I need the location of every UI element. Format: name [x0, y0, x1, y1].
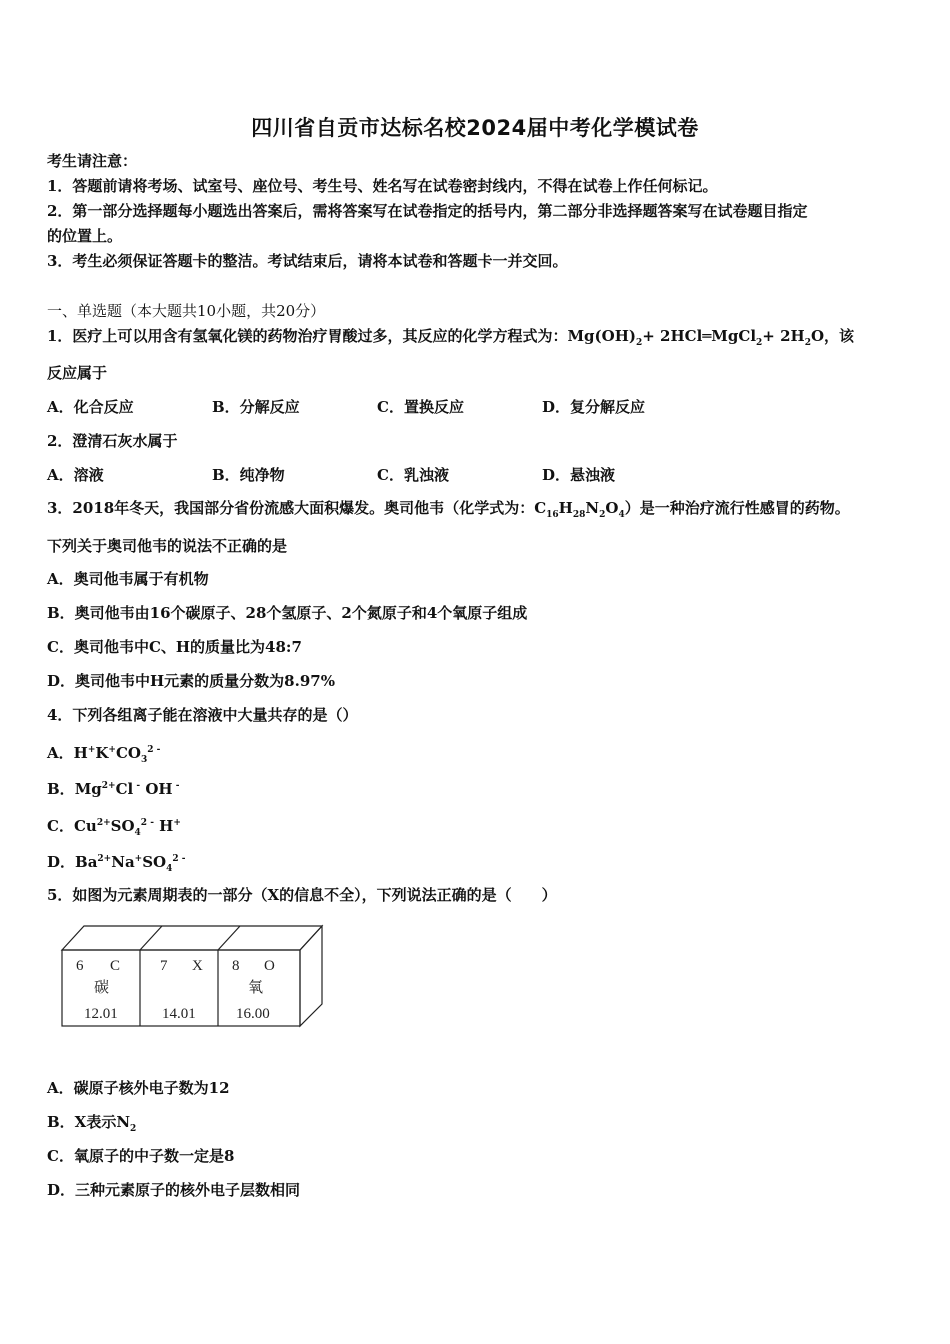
q3-option-c: C．奥司他韦中C、H的质量比为48:7 [47, 638, 302, 656]
cell-c-name: 碳 [94, 980, 110, 996]
ion: Na [111, 853, 135, 871]
periodic-table-figure [58, 922, 328, 1032]
cell-o-name: 氧 [248, 980, 264, 996]
q1-option-a: A．化合反应 [47, 398, 134, 416]
q3-stem-2: 下列关于奥司他韦的说法不正确的是 [47, 537, 288, 555]
q3-sub-16: 16 [546, 510, 559, 520]
q3-sub-2: 2 [599, 510, 606, 520]
q4-option-c [47, 812, 910, 844]
ion-sub: 4 [134, 828, 141, 838]
q2-option-b: B．纯净物 [212, 466, 285, 484]
q3-sub-4: 4 [618, 510, 625, 520]
ion: Mg [74, 780, 102, 798]
q2-option-d: D．悬浊液 [542, 466, 616, 484]
q1-sub: 2 [756, 338, 763, 348]
q5-option-c: C．氧原子的中子数一定是8 [47, 1147, 235, 1165]
ion-charge: 2 - [172, 854, 186, 864]
q4-b-label: B． [47, 780, 75, 798]
cell-o-mass: 16.00 [236, 1006, 270, 1022]
ion-charge: 2+ [97, 854, 112, 864]
q4-option-b [47, 775, 910, 800]
q1-stem [47, 325, 910, 354]
ion-charge: + [108, 745, 116, 755]
ion: Cu [73, 817, 97, 835]
page-title: 四川省自贡市达标名校2024届中考化学模试卷 [251, 116, 699, 140]
cell-x-mass: 14.01 [162, 1006, 196, 1022]
q2-option-a: A．溶液 [47, 466, 104, 484]
notice-item-2: 2．第一部分选择题每小题选出答案后，需将答案写在试卷指定的括号内，第二部分非选择题答案写在试卷题目指定 [47, 202, 808, 220]
section-heading: 一、单选题（本大题共10小题，共20分） [47, 302, 326, 320]
q3-stem-b: ）是一种治疗流行性感冒的药物。 [624, 499, 850, 517]
ion-charge: 2 - [147, 745, 161, 755]
ion: SO [142, 853, 167, 871]
q4-d-label: D． [47, 853, 76, 871]
ion-sub: 4 [166, 864, 173, 874]
notice-item-3: 3．考生必须保证答题卡的整洁。考试结束后，请将本试卷和答题卡一并交回。 [47, 252, 568, 270]
table-top-face [62, 926, 322, 950]
ion: CO [115, 744, 141, 762]
q3-sub-28: 28 [572, 510, 586, 520]
ion: H [153, 817, 174, 835]
q1-sub: 2 [635, 338, 643, 348]
q2-stem: 2．澄清石灰水属于 [47, 432, 178, 450]
cell-c-number: 6 [76, 958, 84, 974]
cell-c-mass: 12.01 [84, 1006, 118, 1022]
q3-stem-a: 3．2018年冬天，我国部分省份流感大面积爆发。奥司他韦（化学式为：C [47, 499, 547, 517]
q5-option-b [47, 1111, 910, 1140]
q1-sub: 2 [804, 338, 811, 348]
q3-o: O [605, 499, 619, 517]
table-top-divider [218, 926, 240, 950]
notice-heading: 考生请注意： [47, 152, 138, 170]
notice-item-1: 1．答题前请将考场、试室号、座位号、考生号、姓名写在试卷密封线内，不得在试卷上作任何标记。 [47, 177, 718, 195]
ion-charge: + [134, 854, 143, 864]
q1-stem-c: + 2H [762, 327, 805, 345]
ion: OH [140, 780, 173, 798]
ion-sub: 3 [140, 755, 148, 765]
cell-x-symbol: X [192, 958, 203, 974]
notice-item-2-cont: 的位置上。 [47, 227, 123, 245]
q1-option-c: C．置换反应 [377, 398, 464, 416]
cell-x-number: 7 [160, 958, 168, 974]
q1-stem-2: 反应属于 [47, 364, 108, 382]
q3-option-d: D．奥司他韦中H元素的质量分数为8.97% [47, 672, 335, 690]
q4-option-d [47, 848, 910, 880]
table-side-face [300, 926, 322, 1026]
q3-option-a: A．奥司他韦属于有机物 [47, 570, 209, 588]
q1-option-d: D．复分解反应 [542, 398, 646, 416]
q3-stem [47, 497, 910, 526]
q4-option-a [47, 739, 910, 771]
q5-option-d: D．三种元素原子的核外电子层数相同 [47, 1181, 301, 1199]
q2-option-c: C．乳浊液 [377, 466, 449, 484]
q4-c-label: C． [47, 817, 74, 835]
ion: Cl [115, 780, 134, 798]
ion-charge: 2+ [101, 781, 116, 791]
q3-n: N [585, 499, 600, 517]
ion-charge: 2 - [140, 818, 154, 828]
cell-o-number: 8 [232, 958, 240, 974]
ion-charge: + [87, 745, 96, 755]
q1-stem-d: O，该 [810, 327, 855, 345]
ion: K [95, 744, 109, 762]
ion: SO [110, 817, 135, 835]
ion-charge: + [173, 818, 181, 828]
ion-charge: - [133, 781, 141, 791]
ion-charge: 2+ [96, 818, 111, 828]
cell-o-symbol: O [264, 958, 275, 974]
q3-h: H [558, 499, 573, 517]
cell-c-symbol: C [110, 958, 121, 974]
q1-option-b: B．分解反应 [212, 398, 300, 416]
q4-stem: 4．下列各组离子能在溶液中大量共存的是（） [47, 706, 358, 724]
table-top-divider [140, 926, 162, 950]
q3-option-b: B．奥司他韦由16个碳原子、28个氢原子、2个氮原子和4个氧原子组成 [47, 604, 528, 622]
ion: Ba [75, 853, 98, 871]
ion: H [73, 744, 88, 762]
ion-charge: - [172, 781, 180, 791]
q5-option-b-sub: 2 [130, 1124, 137, 1134]
q1-stem-b: + 2HCl═MgCl [642, 327, 757, 345]
q5-option-b-text: B．X表示N [47, 1113, 131, 1131]
q4-a-label: A． [47, 744, 74, 762]
q5-stem: 5．如图为元素周期表的一部分（X的信息不全），下列说法正确的是（ ） [47, 886, 557, 904]
q1-stem-a: 1．医疗上可以用含有氢氧化镁的药物治疗胃酸过多，其反应的化学方程式为：Mg(OH) [47, 327, 636, 345]
q5-option-a: A．碳原子核外电子数为12 [47, 1079, 230, 1097]
